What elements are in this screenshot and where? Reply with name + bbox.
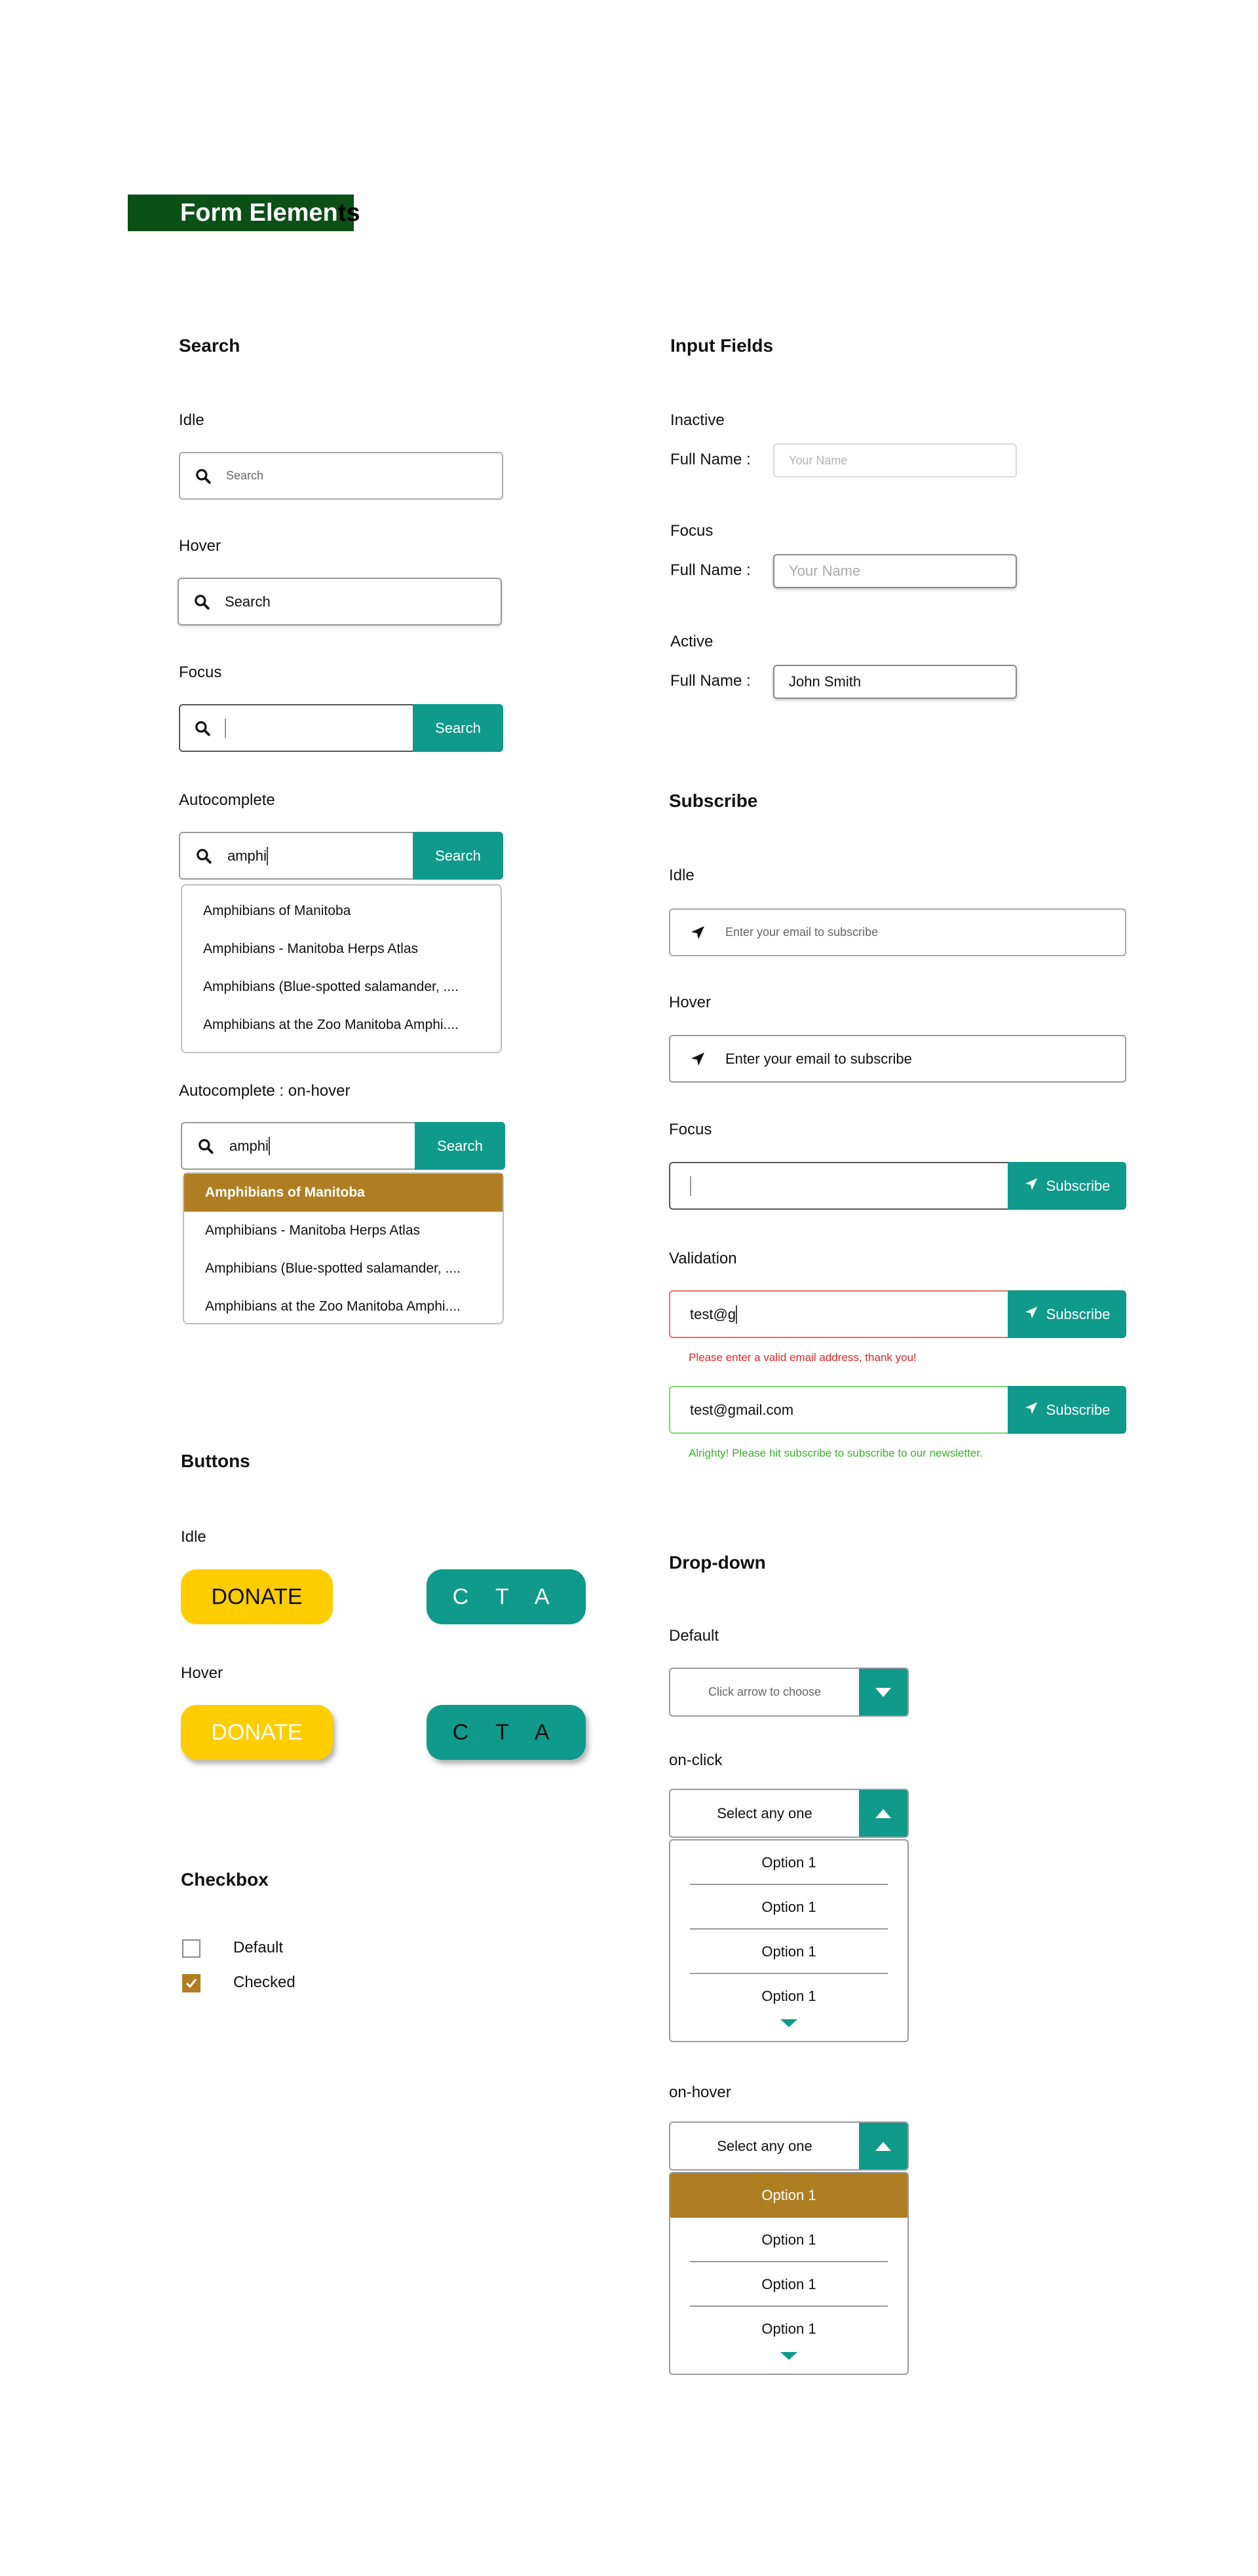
chevron-up-icon[interactable] xyxy=(859,1790,907,1837)
send-icon xyxy=(670,925,725,941)
subscribe-heading: Subscribe xyxy=(669,791,758,811)
subscribe-placeholder: Enter your email to subscribe xyxy=(725,1050,912,1067)
dropdown-option-hovered[interactable]: Option 1 xyxy=(670,2173,907,2218)
dropdown-default[interactable] xyxy=(669,1668,909,1717)
search-icon xyxy=(182,1138,229,1155)
dropdown-onclick-list xyxy=(669,1839,909,2042)
search-icon xyxy=(180,848,227,865)
autocomplete-hover-label: Autocomplete : on-hover xyxy=(179,1082,351,1100)
checkbox-checked[interactable] xyxy=(182,1974,200,1992)
subscribe-button[interactable] xyxy=(1008,1162,1126,1210)
buttons-heading: Buttons xyxy=(181,1451,250,1471)
dropdown-option[interactable]: Option 1 xyxy=(761,2321,816,2337)
subscribe-button-label: Subscribe xyxy=(1046,1305,1111,1322)
full-name-label: Full Name : xyxy=(670,672,751,690)
search-focus-label: Focus xyxy=(179,663,222,681)
autocomplete-value: amphi xyxy=(227,847,267,864)
send-icon xyxy=(1024,1177,1039,1195)
dropdown-onhover[interactable] xyxy=(669,2121,909,2171)
subscribe-input-focus[interactable] xyxy=(669,1162,1010,1210)
full-name-label: Full Name : xyxy=(670,451,751,468)
subscribe-validation-label: Validation xyxy=(669,1250,737,1267)
dropdown-option[interactable]: Option 1 xyxy=(670,1930,907,1974)
search-icon xyxy=(180,720,225,737)
dropdown-heading: Drop-down xyxy=(669,1552,766,1573)
chevron-up-icon[interactable] xyxy=(859,2123,907,2169)
cta-button[interactable]: C T A xyxy=(427,1569,586,1624)
valid-email-value: test@gmail.com xyxy=(690,1401,794,1418)
focus-state-label: Focus xyxy=(670,522,714,540)
checkbox-default[interactable] xyxy=(182,1939,200,1958)
full-name-label: Full Name : xyxy=(670,561,751,579)
autocomplete-item[interactable]: Amphibians - Manitoba Herps Atlas xyxy=(203,941,418,956)
search-placeholder: Search xyxy=(226,469,264,482)
autocomplete-search-button[interactable]: Search xyxy=(413,832,503,880)
validation-success-message: Alrighty! Please hit subscribe to subscribe to our newsletter. xyxy=(689,1447,983,1459)
subscribe-input-hover[interactable] xyxy=(669,1035,1126,1083)
text-cursor xyxy=(267,847,268,865)
dropdown-onhover-label: on-hover xyxy=(669,2083,731,2101)
autocomplete-item[interactable]: Amphibians (Blue-spotted salamander, .... xyxy=(205,1261,461,1276)
subscribe-placeholder: Enter your email to subscribe xyxy=(725,925,879,939)
search-input-focus[interactable] xyxy=(179,704,415,752)
buttons-hover-label: Hover xyxy=(181,1664,223,1682)
dropdown-option[interactable]: Option 1 xyxy=(670,2218,907,2262)
dropdown-option[interactable]: Option 1 xyxy=(761,1988,816,2004)
search-button[interactable]: Search xyxy=(413,704,503,752)
subscribe-button-label: Subscribe xyxy=(1046,1401,1111,1418)
dropdown-default-label: Default xyxy=(669,1627,719,1645)
autocomplete-hover-list xyxy=(183,1172,504,1324)
donate-button[interactable]: DONATE xyxy=(181,1569,333,1624)
dropdown-option[interactable]: Option 1 xyxy=(670,1885,907,1930)
dropdown-onclick-label: on-click xyxy=(669,1751,723,1769)
text-cursor xyxy=(690,1176,691,1196)
subscribe-button[interactable] xyxy=(1008,1386,1126,1434)
checkmark-icon xyxy=(185,1977,198,1990)
send-icon xyxy=(1024,1401,1039,1419)
full-name-input-active[interactable] xyxy=(773,665,1017,699)
send-icon xyxy=(1024,1305,1039,1324)
full-name-input-focus[interactable] xyxy=(773,554,1017,588)
full-name-placeholder: Your Name xyxy=(789,563,861,579)
subscribe-idle-label: Idle xyxy=(669,867,695,884)
dropdown-default-text: Click arrow to choose xyxy=(708,1685,822,1698)
autocomplete-hover-input[interactable] xyxy=(181,1122,417,1170)
subscribe-button[interactable] xyxy=(1008,1290,1126,1338)
search-idle-label: Idle xyxy=(179,411,204,429)
search-placeholder: Search xyxy=(225,593,271,610)
full-name-placeholder: Your Name xyxy=(789,453,848,467)
validation-error-message: Please enter a valid email address, thank you! xyxy=(689,1351,917,1364)
dropdown-onclick-text: Select any one xyxy=(717,1804,812,1821)
subscribe-button-label: Subscribe xyxy=(1046,1177,1111,1194)
send-icon xyxy=(670,1051,725,1067)
search-icon xyxy=(179,593,225,610)
search-hover-label: Hover xyxy=(179,537,221,555)
dropdown-onclick[interactable] xyxy=(669,1789,909,1838)
input-fields-heading: Input Fields xyxy=(670,335,774,356)
buttons-idle-label: Idle xyxy=(181,1528,206,1546)
autocomplete-item-hovered[interactable]: Amphibians of Manitoba xyxy=(184,1174,503,1212)
subscribe-input-valid[interactable] xyxy=(669,1386,1010,1434)
text-cursor xyxy=(225,719,226,738)
checkbox-checked-label: Checked xyxy=(233,1973,295,1991)
full-name-value: John Smith xyxy=(789,673,862,690)
invalid-email-value: test@g xyxy=(690,1305,736,1322)
search-icon xyxy=(180,468,226,485)
autocomplete-value: amphi xyxy=(229,1137,269,1154)
autocomplete-label: Autocomplete xyxy=(179,791,275,809)
full-name-input-inactive[interactable] xyxy=(773,443,1017,477)
checkbox-heading: Checkbox xyxy=(181,1869,269,1890)
text-cursor xyxy=(736,1305,737,1324)
dropdown-option[interactable]: Option 1 xyxy=(670,2262,907,2307)
checkbox-default-label: Default xyxy=(233,1939,284,1956)
search-heading: Search xyxy=(179,335,240,356)
inactive-state-label: Inactive xyxy=(670,411,725,429)
subscribe-focus-label: Focus xyxy=(669,1121,712,1138)
autocomplete-item[interactable]: Amphibians at the Zoo Manitoba Amphi.... xyxy=(205,1299,461,1314)
dropdown-onhover-list xyxy=(669,2172,909,2375)
scroll-down-icon[interactable] xyxy=(670,2019,907,2028)
page-title: Form Elements xyxy=(180,199,360,227)
autocomplete-hover-search-button[interactable]: Search xyxy=(415,1122,505,1170)
text-cursor xyxy=(269,1137,270,1155)
autocomplete-item[interactable]: Amphibians - Manitoba Herps Atlas xyxy=(205,1223,420,1238)
autocomplete-list xyxy=(181,884,502,1053)
search-input-idle[interactable] xyxy=(179,452,503,500)
autocomplete-input[interactable] xyxy=(179,832,415,880)
active-state-label: Active xyxy=(670,633,714,650)
dropdown-option[interactable]: Option 1 xyxy=(670,1840,907,1885)
search-input-hover[interactable] xyxy=(178,578,502,625)
subscribe-input-invalid[interactable] xyxy=(669,1290,1010,1338)
scroll-down-icon[interactable] xyxy=(670,2351,907,2361)
autocomplete-item[interactable]: Amphibians of Manitoba xyxy=(203,903,351,918)
autocomplete-item[interactable]: Amphibians at the Zoo Manitoba Amphi.... xyxy=(203,1017,459,1032)
donate-button-hover[interactable]: DONATE xyxy=(181,1705,333,1760)
subscribe-hover-label: Hover xyxy=(669,994,712,1011)
autocomplete-item[interactable]: Amphibians (Blue-spotted salamander, .... xyxy=(203,979,459,994)
cta-button-hover[interactable]: C T A xyxy=(427,1705,586,1760)
dropdown-onhover-text: Select any one xyxy=(717,2137,812,2154)
chevron-down-icon[interactable] xyxy=(859,1669,907,1715)
subscribe-input-idle[interactable] xyxy=(669,908,1126,956)
